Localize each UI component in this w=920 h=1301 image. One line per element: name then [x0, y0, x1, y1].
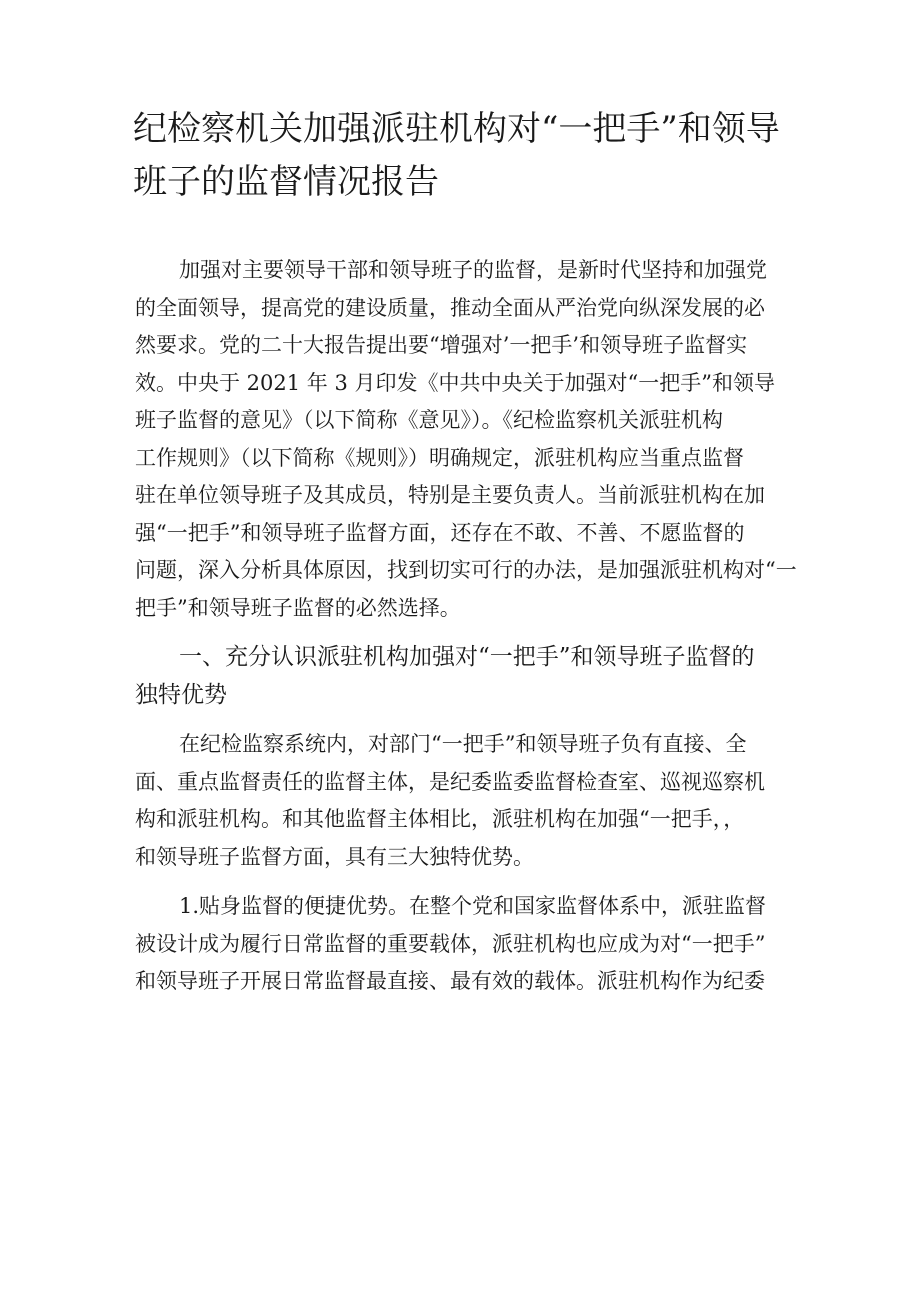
paragraph-advantage-1	[135, 888, 795, 1001]
paragraph-intro	[135, 252, 795, 627]
paragraph-line: 加强对主要领导干部和领导班子的监督，是新时代坚持和加强党	[179, 258, 767, 282]
paragraph-supervision-subjects	[135, 726, 795, 876]
paragraph-line: 强“一把手”和领导班子监督方面，还存在不敢、不善、不愿监督的	[135, 520, 745, 545]
document-body	[135, 252, 795, 1001]
title-line: 纪检察机关加强派驻机构对“一把手”和领导	[133, 109, 780, 149]
paragraph-line: 的全面领导，提高党的建设质量，推动全面从严治党向纵深发展的必	[135, 295, 765, 320]
paragraph-line: 构和派驻机构。和其他监督主体相比，派驻机构在加强“一把手，，	[135, 807, 745, 831]
document-title	[133, 103, 803, 209]
section-heading	[135, 639, 795, 714]
paragraph-line: 1.贴身监督的便捷优势。在整个党和国家监督体系中，派驻监督	[179, 894, 767, 918]
paragraph-line: 被设计成为履行日常监督的重要载体，派驻机构也应成为对“一把手”	[135, 931, 766, 956]
paragraph-line: 驻在单位领导班子及其成员，特别是主要负责人。当前派驻机构在加	[135, 483, 765, 507]
title-line: 班子的监督情况报告	[133, 162, 439, 202]
heading-line: 一、充分认识派驻机构加强对“一把手”和领导班子监督的	[179, 644, 755, 670]
paragraph-line: 和领导班子开展日常监督最直接、最有效的载体。派驻机构作为纪委	[135, 969, 765, 993]
paragraph-line: 班子监督的意见》（以下简称《意见》）。《纪检监察机关派驻机构	[135, 408, 723, 432]
paragraph-line: 面、重点监督责任的监督主体，是纪委监委监督检查室、巡视巡察机	[135, 769, 765, 794]
heading-line: 独特优势	[135, 681, 227, 708]
paragraph-line: 在纪检监察系统内，对部门“一把手”和领导班子负有直接、全	[179, 732, 747, 756]
paragraph-line: 把手”和领导班子监督的必然选择。	[135, 595, 461, 620]
paragraph-line: 工作规则》（以下简称《规则》）明确规定，派驻机构应当重点监督	[135, 445, 744, 470]
paragraph-line: 和领导班子监督方面，具有三大独特优势。	[135, 844, 534, 869]
paragraph-line: 效。中央于 2021 年 3 月印发《中共中央关于加强对“一把手”和领导	[135, 370, 775, 395]
paragraph-line: 问题，深入分析具体原因，找到切实可行的办法，是加强派驻机构对“一	[135, 558, 797, 582]
paragraph-line: 然要求。党的二十大报告提出要“增强对’一把手’和领导班子监督实	[135, 333, 748, 357]
